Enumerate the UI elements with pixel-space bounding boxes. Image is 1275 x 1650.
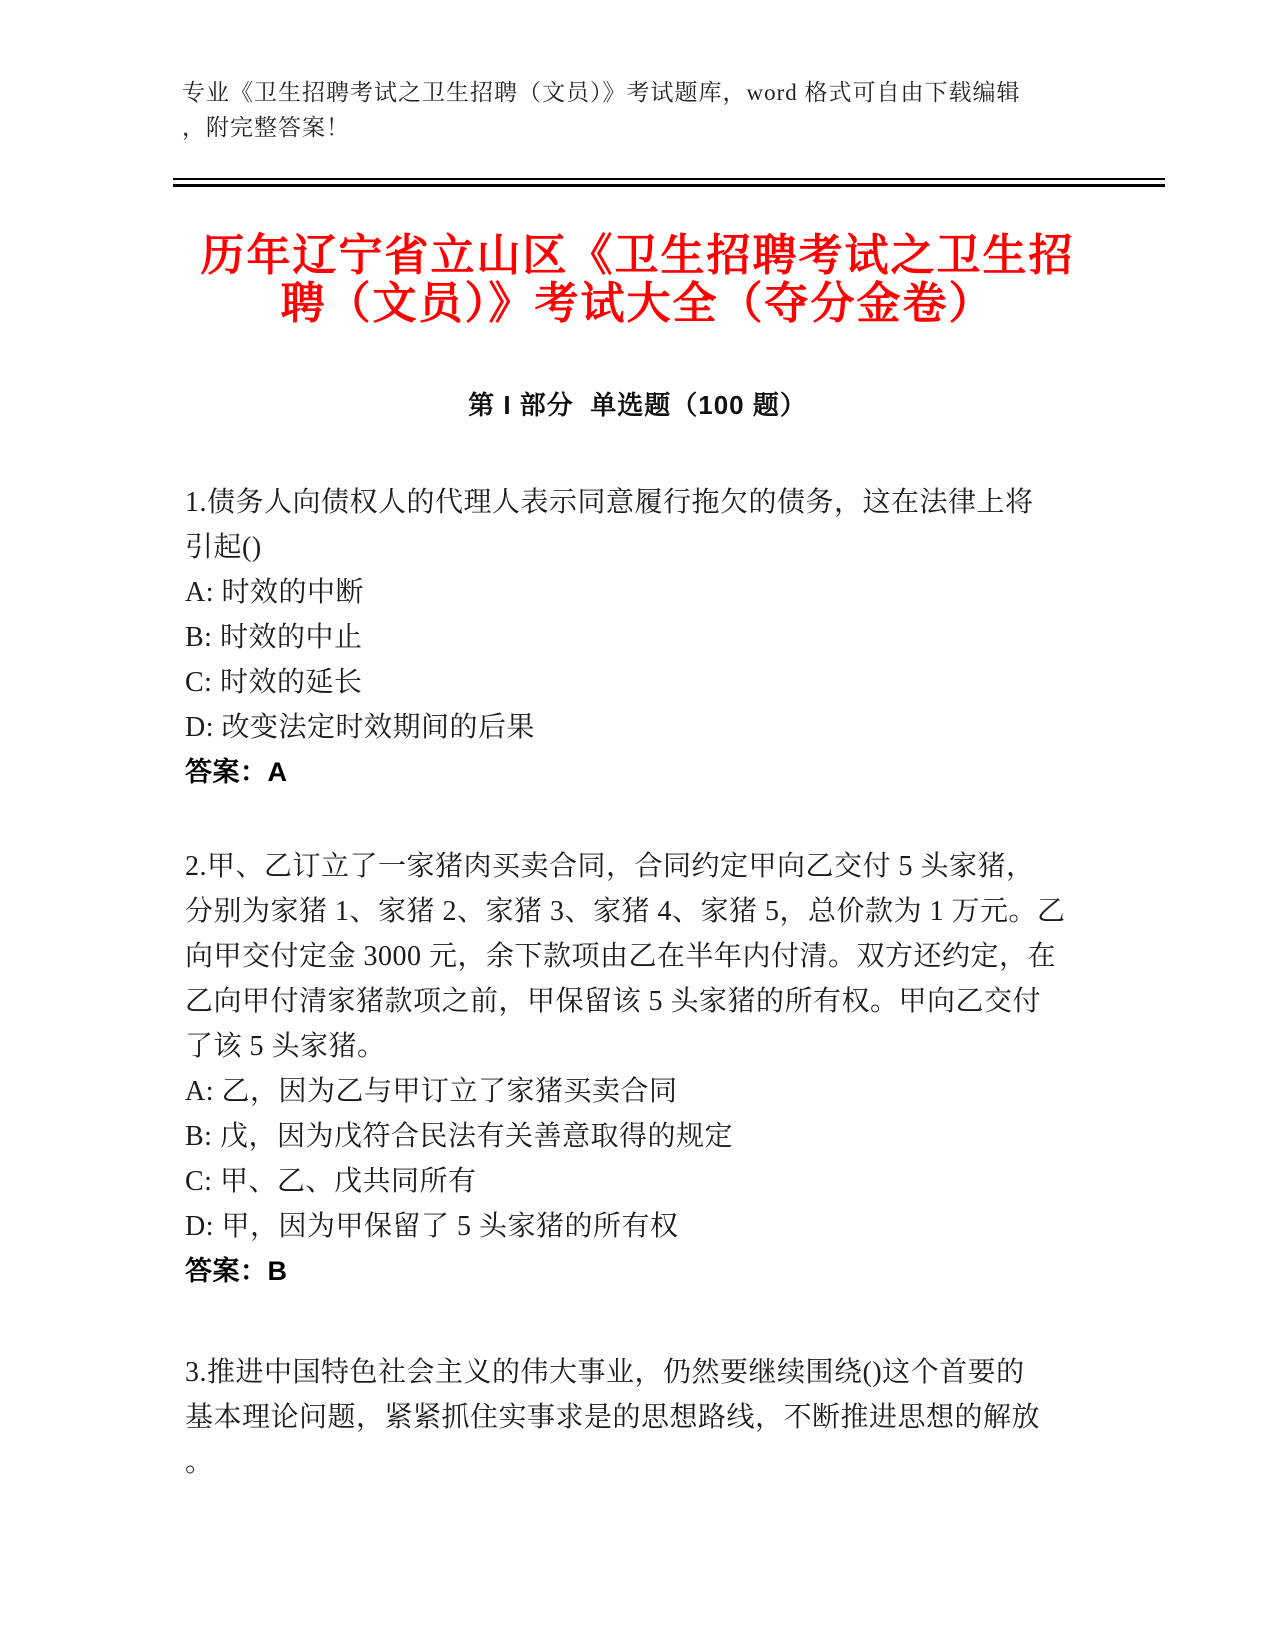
- question-1-answer: 答案：A: [185, 757, 288, 787]
- question-1-option-b: B: 时效的中止: [185, 622, 363, 653]
- question-1-option-c: C: 时效的延长: [185, 667, 363, 698]
- section-heading: 第 I 部分 单选题（100 题）: [468, 390, 807, 420]
- question-3-stem-line-1: 3.推进中国特色社会主义的伟大事业，仍然要继续围绕()这个首要的: [185, 1357, 1025, 1388]
- question-2-stem-line-1: 2.甲、乙订立了一家猪肉买卖合同，合同约定甲向乙交付 5 头家猪，: [185, 851, 1035, 882]
- document-title-line-2: 聘（文员）》考试大全（夺分金卷）: [280, 279, 995, 328]
- document-title-line-1: 历年辽宁省立山区《卫生招聘考试之卫生招: [200, 231, 1075, 280]
- question-2-option-c: C: 甲、乙、戊共同所有: [185, 1166, 477, 1197]
- question-1-stem-line-1: 1.债务人向债权人的代理人表示同意履行拖欠的债务，这在法律上将: [185, 487, 1034, 518]
- document-title: [0, 232, 1275, 328]
- question-2-stem-line-2: 分别为家猪 1、家猪 2、家猪 3、家猪 4、家猪 5，总价款为 1 万元。乙: [185, 896, 1066, 927]
- question-1-option-d: D: 改变法定时效期间的后果: [185, 712, 536, 743]
- question-2-option-d: D: 甲，因为甲保留了 5 头家猪的所有权: [185, 1211, 679, 1242]
- question-2-option-b: B: 戊，因为戊符合民法有关善意取得的规定: [185, 1121, 733, 1152]
- question-2-stem-line-3: 向甲交付定金 3000 元，余下款项由乙在半年内付清。双方还约定，在: [185, 941, 1057, 972]
- header-note-line-1: 专业《卫生招聘考试之卫生招聘（文员）》考试题库，word 格式可自由下载编辑: [182, 80, 1021, 105]
- question-3-stem-line-3: 。: [185, 1447, 214, 1478]
- header-note-line-2: ，附完整答案！: [182, 115, 350, 140]
- header-divider: [173, 178, 1165, 187]
- question-3: [185, 1350, 1130, 1485]
- header-note: [182, 75, 1092, 145]
- question-1: [185, 480, 1130, 795]
- question-2-stem-line-4: 乙向甲付清家猪款项之前，甲保留该 5 头家猪的所有权。甲向乙交付: [185, 986, 1042, 1017]
- question-3-stem-line-2: 基本理论问题，紧紧抓住实事求是的思想路线，不断推进思想的解放: [185, 1402, 1041, 1433]
- question-2-option-a: A: 乙，因为乙与甲订立了家猪买卖合同: [185, 1076, 678, 1107]
- question-2-answer: 答案：B: [185, 1256, 288, 1286]
- question-1-option-a: A: 时效的中断: [185, 577, 365, 608]
- question-2: [185, 844, 1130, 1294]
- question-1-stem-line-2: 引起(): [185, 532, 262, 563]
- question-2-stem-line-5: 了该 5 头家猪。: [185, 1031, 386, 1062]
